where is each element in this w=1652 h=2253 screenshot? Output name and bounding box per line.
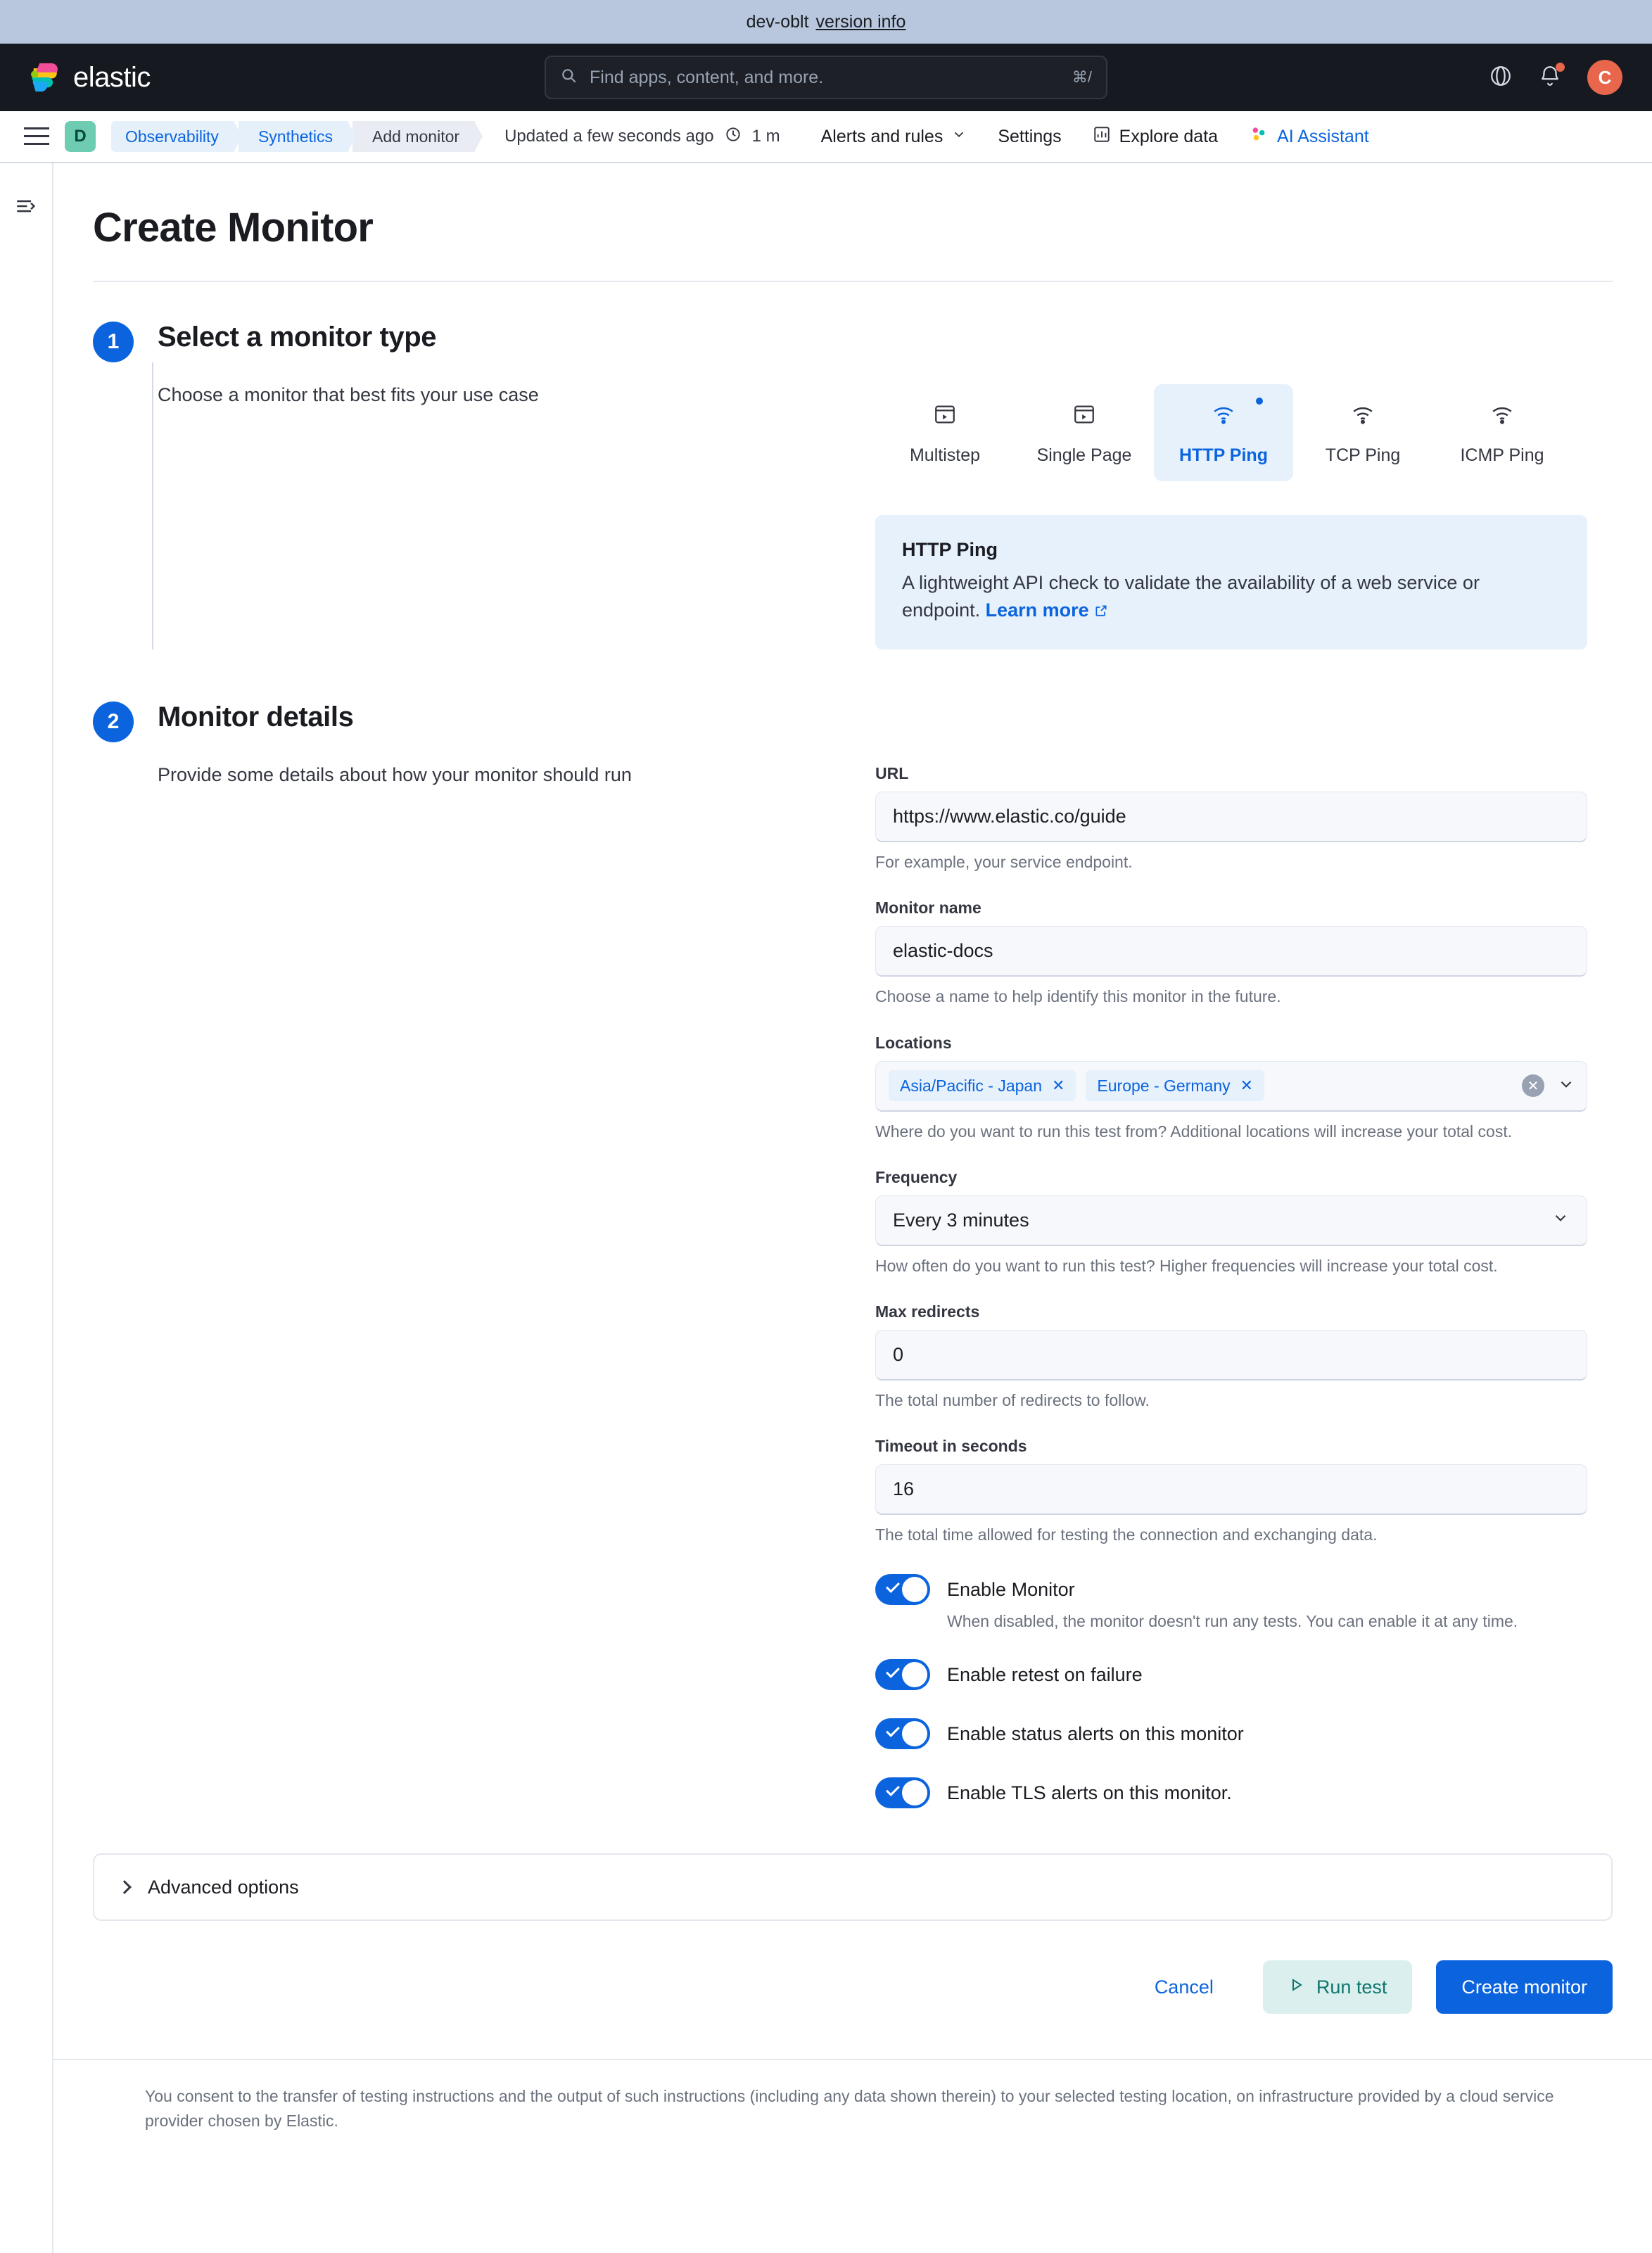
url-hint: For example, your service endpoint. xyxy=(875,853,1133,872)
monitor-name-input[interactable]: elastic-docs xyxy=(875,926,1587,977)
chevron-right-icon xyxy=(117,1881,132,1895)
monitor-type-tcp-ping[interactable] xyxy=(1293,384,1432,481)
play-icon xyxy=(1288,1976,1305,1998)
search-icon xyxy=(560,67,578,89)
field-monitor-name xyxy=(875,899,1587,1008)
close-icon[interactable]: ✕ xyxy=(1051,1077,1065,1095)
search-input[interactable]: Find apps, content, and more. xyxy=(590,67,824,87)
monitor-type-icmp-ping[interactable] xyxy=(1432,384,1572,481)
settings-button[interactable]: Settings xyxy=(998,126,1062,146)
alerts-and-rules-label: Alerts and rules xyxy=(820,126,943,146)
learn-more-link[interactable]: Learn more xyxy=(985,599,1089,621)
advanced-options-accordion[interactable] xyxy=(93,1853,1613,1921)
locations-label: Locations xyxy=(875,1033,952,1052)
notifications-icon[interactable] xyxy=(1538,64,1562,91)
retest-on-failure-switch[interactable] xyxy=(875,1659,930,1690)
run-test-button[interactable] xyxy=(1263,1960,1413,2014)
field-timeout xyxy=(875,1437,1587,1546)
step-connector-line xyxy=(152,362,153,649)
step-select-monitor-type xyxy=(93,282,1613,649)
create-monitor-button[interactable]: Create monitor xyxy=(1436,1960,1613,2014)
alerts-and-rules-button[interactable] xyxy=(821,127,967,147)
field-locations xyxy=(875,1034,1587,1143)
page-body xyxy=(0,163,1652,2253)
step-monitor-details xyxy=(93,649,1613,1808)
ping-icon xyxy=(1490,402,1514,430)
version-info-link[interactable]: version info xyxy=(815,11,906,32)
selected-indicator-icon xyxy=(1252,394,1266,408)
menu-icon[interactable] xyxy=(24,127,49,146)
toggle-tls-alerts[interactable] xyxy=(875,1777,1587,1808)
refresh-status xyxy=(504,125,780,148)
collapsed-sidebar xyxy=(0,163,53,2253)
main-content xyxy=(53,163,1652,2253)
global-header xyxy=(0,44,1652,111)
form-actions xyxy=(93,1960,1613,2014)
space-avatar[interactable]: D xyxy=(65,121,96,152)
tls-alerts-switch[interactable] xyxy=(875,1777,930,1808)
monitor-type-icmp-ping-label: ICMP Ping xyxy=(1460,445,1544,465)
toggle-enable-monitor[interactable] xyxy=(875,1574,1587,1605)
ai-assistant-label: AI Assistant xyxy=(1277,126,1369,146)
max-redirects-label: Max redirects xyxy=(875,1302,980,1321)
steps-container xyxy=(53,282,1652,1808)
notification-badge xyxy=(1556,63,1565,72)
expand-sidebar-icon[interactable] xyxy=(14,194,38,2253)
frequency-label: Frequency xyxy=(875,1167,958,1186)
enable-monitor-hint: When disabled, the monitor doesn't run any tests. You can enable it at any time. xyxy=(947,1612,1518,1631)
consent-text: You consent to the transfer of testing instructions and the output of such instructions (including any data shown therein) to your selected testing location, on infrastructure provided by a cloud service provider chosen by Elastic. xyxy=(53,2059,1652,2164)
last-updated-text: Updated a few seconds ago xyxy=(504,127,714,146)
breadcrumb xyxy=(111,121,479,152)
frequency-value: Every 3 minutes xyxy=(893,1209,1029,1231)
run-test-label: Run test xyxy=(1316,1976,1387,1998)
avatar[interactable]: C xyxy=(1587,60,1622,95)
callout-description: A lightweight API check to validate the availability of a web service or endpoint. xyxy=(902,572,1480,621)
elastic-logo-icon xyxy=(30,61,62,94)
breadcrumb-item-observability[interactable]: Observability xyxy=(111,121,234,152)
breadcrumb-item-synthetics[interactable]: Synthetics xyxy=(239,121,348,152)
monitor-name-hint: Choose a name to help identify this monitor in the future. xyxy=(875,987,1281,1006)
header-actions xyxy=(1489,60,1622,95)
url-label: URL xyxy=(875,764,909,783)
refresh-interval[interactable]: 1 m xyxy=(751,127,780,146)
step-2-description: Provide some details about how your monitor should run xyxy=(158,764,632,786)
location-pill[interactable] xyxy=(889,1070,1076,1101)
monitor-name-label: Monitor name xyxy=(875,899,981,918)
page-title: Create Monitor xyxy=(93,205,374,250)
clear-selection-icon[interactable]: ✕ xyxy=(1522,1074,1544,1097)
close-icon[interactable]: ✕ xyxy=(1240,1077,1254,1095)
elastic-brand[interactable] xyxy=(30,61,151,94)
monitor-type-callout xyxy=(875,515,1587,649)
search-shortcut-hint: ⌘/ xyxy=(1072,68,1092,86)
status-alerts-label: Enable status alerts on this monitor xyxy=(947,1722,1244,1744)
step-2-badge: 2 xyxy=(93,702,134,742)
locations-combobox[interactable] xyxy=(875,1061,1587,1112)
max-redirects-hint: The total number of redirects to follow. xyxy=(875,1391,1150,1410)
chart-icon xyxy=(1093,125,1111,148)
cancel-button[interactable]: Cancel xyxy=(1154,1976,1214,1998)
monitor-type-multistep[interactable] xyxy=(875,384,1015,481)
monitor-type-single-page[interactable] xyxy=(1015,384,1154,481)
advanced-options-label: Advanced options xyxy=(148,1876,299,1898)
location-pill[interactable] xyxy=(1086,1070,1264,1101)
breadcrumb-bar xyxy=(0,111,1652,163)
step-1-description: Choose a monitor that best fits your use case xyxy=(158,384,539,405)
field-url xyxy=(875,764,1587,873)
ai-assistant-icon xyxy=(1249,125,1269,149)
step-1-title: Select a monitor type xyxy=(158,322,437,353)
field-frequency xyxy=(875,1168,1587,1277)
browser-icon xyxy=(933,402,957,430)
explore-data-label: Explore data xyxy=(1119,126,1219,146)
dev-banner-text: dev-oblt xyxy=(746,11,809,32)
monitor-type-cards xyxy=(875,384,1587,481)
explore-data-button[interactable] xyxy=(1093,125,1218,148)
monitor-type-single-page-label: Single Page xyxy=(1036,445,1132,465)
monitor-type-http-ping-label: HTTP Ping xyxy=(1179,445,1268,465)
callout-title: HTTP Ping xyxy=(902,539,998,560)
breadcrumb-item-add-monitor[interactable]: Add monitor xyxy=(352,121,475,152)
enable-monitor-switch[interactable] xyxy=(875,1574,930,1605)
max-redirects-input[interactable]: 0 xyxy=(875,1330,1587,1381)
status-alerts-switch[interactable] xyxy=(875,1718,930,1749)
location-pill-label: Asia/Pacific - Japan xyxy=(900,1076,1042,1095)
field-max-redirects xyxy=(875,1302,1587,1411)
ai-assistant-button[interactable] xyxy=(1249,125,1369,149)
global-search[interactable] xyxy=(545,56,1107,99)
ping-icon xyxy=(1212,402,1235,430)
url-input[interactable]: https://www.elastic.co/guide xyxy=(875,792,1587,842)
chevron-down-icon xyxy=(951,127,967,147)
chevron-down-icon xyxy=(1551,1209,1570,1232)
timeout-hint: The total time allowed for testing the connection and exchanging data. xyxy=(875,1525,1378,1544)
monitor-type-tcp-ping-label: TCP Ping xyxy=(1325,445,1401,465)
monitor-type-http-ping[interactable] xyxy=(1154,384,1293,481)
monitor-details-form xyxy=(875,764,1587,1808)
timeout-input[interactable]: 16 xyxy=(875,1464,1587,1515)
frequency-hint: How often do you want to run this test? Higher frequencies will increase your total cost. xyxy=(875,1256,1498,1275)
dev-environment-banner xyxy=(0,0,1652,44)
tls-alerts-label: Enable TLS alerts on this monitor. xyxy=(947,1782,1232,1803)
brand-name: elastic xyxy=(73,61,151,93)
locations-hint: Where do you want to run this test from? Additional locations will increase your total cost. xyxy=(875,1122,1513,1141)
step-1-badge: 1 xyxy=(93,322,134,362)
toggle-status-alerts[interactable] xyxy=(875,1718,1587,1749)
location-pill-label: Europe - Germany xyxy=(1097,1076,1231,1095)
frequency-select[interactable] xyxy=(875,1195,1587,1246)
search-box[interactable] xyxy=(545,56,1107,99)
toggle-retest-on-failure[interactable] xyxy=(875,1659,1587,1690)
monitor-type-multistep-label: Multistep xyxy=(909,445,981,465)
browser-icon xyxy=(1072,402,1096,430)
enable-monitor-label: Enable Monitor xyxy=(947,1578,1075,1600)
breadcrumb-actions xyxy=(821,125,1369,149)
step-2-title: Monitor details xyxy=(158,702,354,733)
retest-on-failure-label: Enable retest on failure xyxy=(947,1663,1143,1685)
chevron-down-icon[interactable] xyxy=(1557,1075,1575,1097)
ping-icon xyxy=(1351,402,1375,430)
clock-icon xyxy=(724,125,742,148)
external-link-icon xyxy=(1094,599,1108,621)
timeout-label: Timeout in seconds xyxy=(875,1437,1027,1456)
deployment-icon[interactable] xyxy=(1489,64,1513,91)
